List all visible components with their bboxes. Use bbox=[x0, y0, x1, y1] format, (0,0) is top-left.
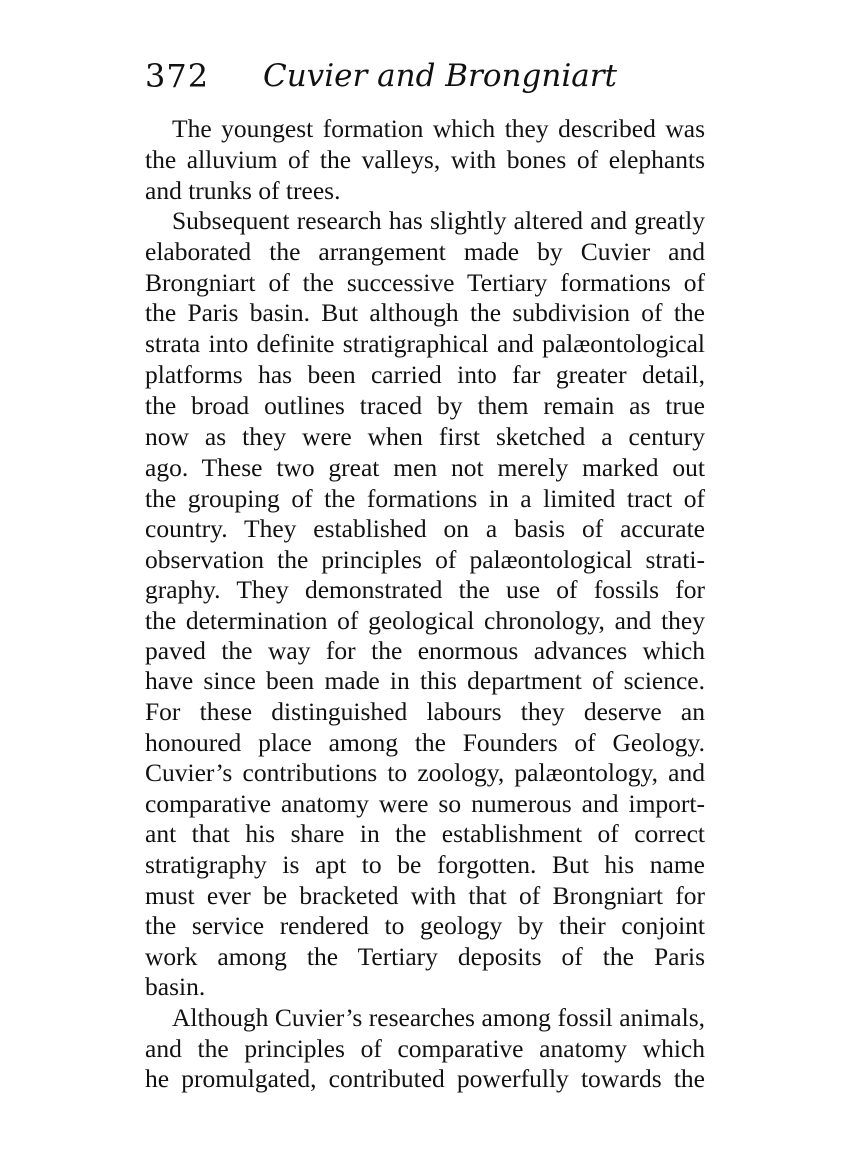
text-line: ago. These two great men not merely marked out bbox=[145, 453, 705, 482]
text-line: strata into definite stratigraphical and palæontological bbox=[145, 329, 705, 358]
text-line: the alluvium of the valleys, with bones of elephants bbox=[145, 145, 705, 174]
text-line: Subsequent research has slightly altered and greatly bbox=[172, 206, 705, 235]
page-number: 372 bbox=[145, 57, 210, 95]
text-line: he promulgated, contributed powerfully towards the bbox=[145, 1064, 705, 1093]
text-line: have since been made in this department of science. bbox=[145, 666, 705, 695]
text-line: and the principles of comparative anatomy which bbox=[145, 1034, 705, 1063]
text-line: The youngest formation which they described was bbox=[172, 114, 705, 143]
text-line: ant that his share in the establishment of correct bbox=[145, 819, 705, 848]
text-line: honoured place among the Founders of Geology. bbox=[145, 728, 705, 757]
text-line: paved the way for the enormous advances which bbox=[145, 636, 705, 665]
text-line: must ever be bracketed with that of Brongniart for bbox=[145, 881, 705, 910]
text-line: the service rendered to geology by their conjoint bbox=[145, 911, 705, 940]
text-line: now as they were when first sketched a century bbox=[145, 422, 705, 451]
text-line: elaborated the arrangement made by Cuvier and bbox=[145, 237, 705, 266]
text-line: comparative anatomy were so numerous and import- bbox=[145, 789, 705, 818]
text-line: graphy. They demonstrated the use of fossils for bbox=[145, 575, 705, 604]
text-line: basin. bbox=[145, 972, 206, 1001]
text-line: and trunks of trees. bbox=[145, 176, 341, 205]
text-line: For these distinguished labours they deserve an bbox=[145, 697, 705, 726]
text-line: country. They established on a basis of accurate bbox=[145, 514, 705, 543]
text-line: the Paris basin. But although the subdivision of the bbox=[145, 298, 705, 327]
text-line: stratigraphy is apt to be forgotten. But his name bbox=[145, 850, 705, 879]
text-line: work among the Tertiary deposits of the Paris bbox=[145, 942, 705, 971]
text-line: Cuvier’s contributions to zoology, palæontology, and bbox=[145, 758, 705, 787]
page-header bbox=[145, 54, 715, 104]
text-line: the determination of geological chronology, and they bbox=[145, 606, 705, 635]
text-line: the broad outlines traced by them remain as true bbox=[145, 391, 705, 420]
text-line: Brongniart of the successive Tertiary formations of bbox=[145, 268, 705, 297]
running-title: Cuvier and Brongniart bbox=[263, 58, 617, 94]
text-line: platforms has been carried into far greater detail, bbox=[145, 360, 705, 389]
text-line: the grouping of the formations in a limited tract of bbox=[145, 484, 705, 513]
text-line: Although Cuvier’s researches among fossil animals, bbox=[172, 1003, 705, 1032]
text-line: observation the principles of palæontological strati- bbox=[145, 545, 705, 574]
